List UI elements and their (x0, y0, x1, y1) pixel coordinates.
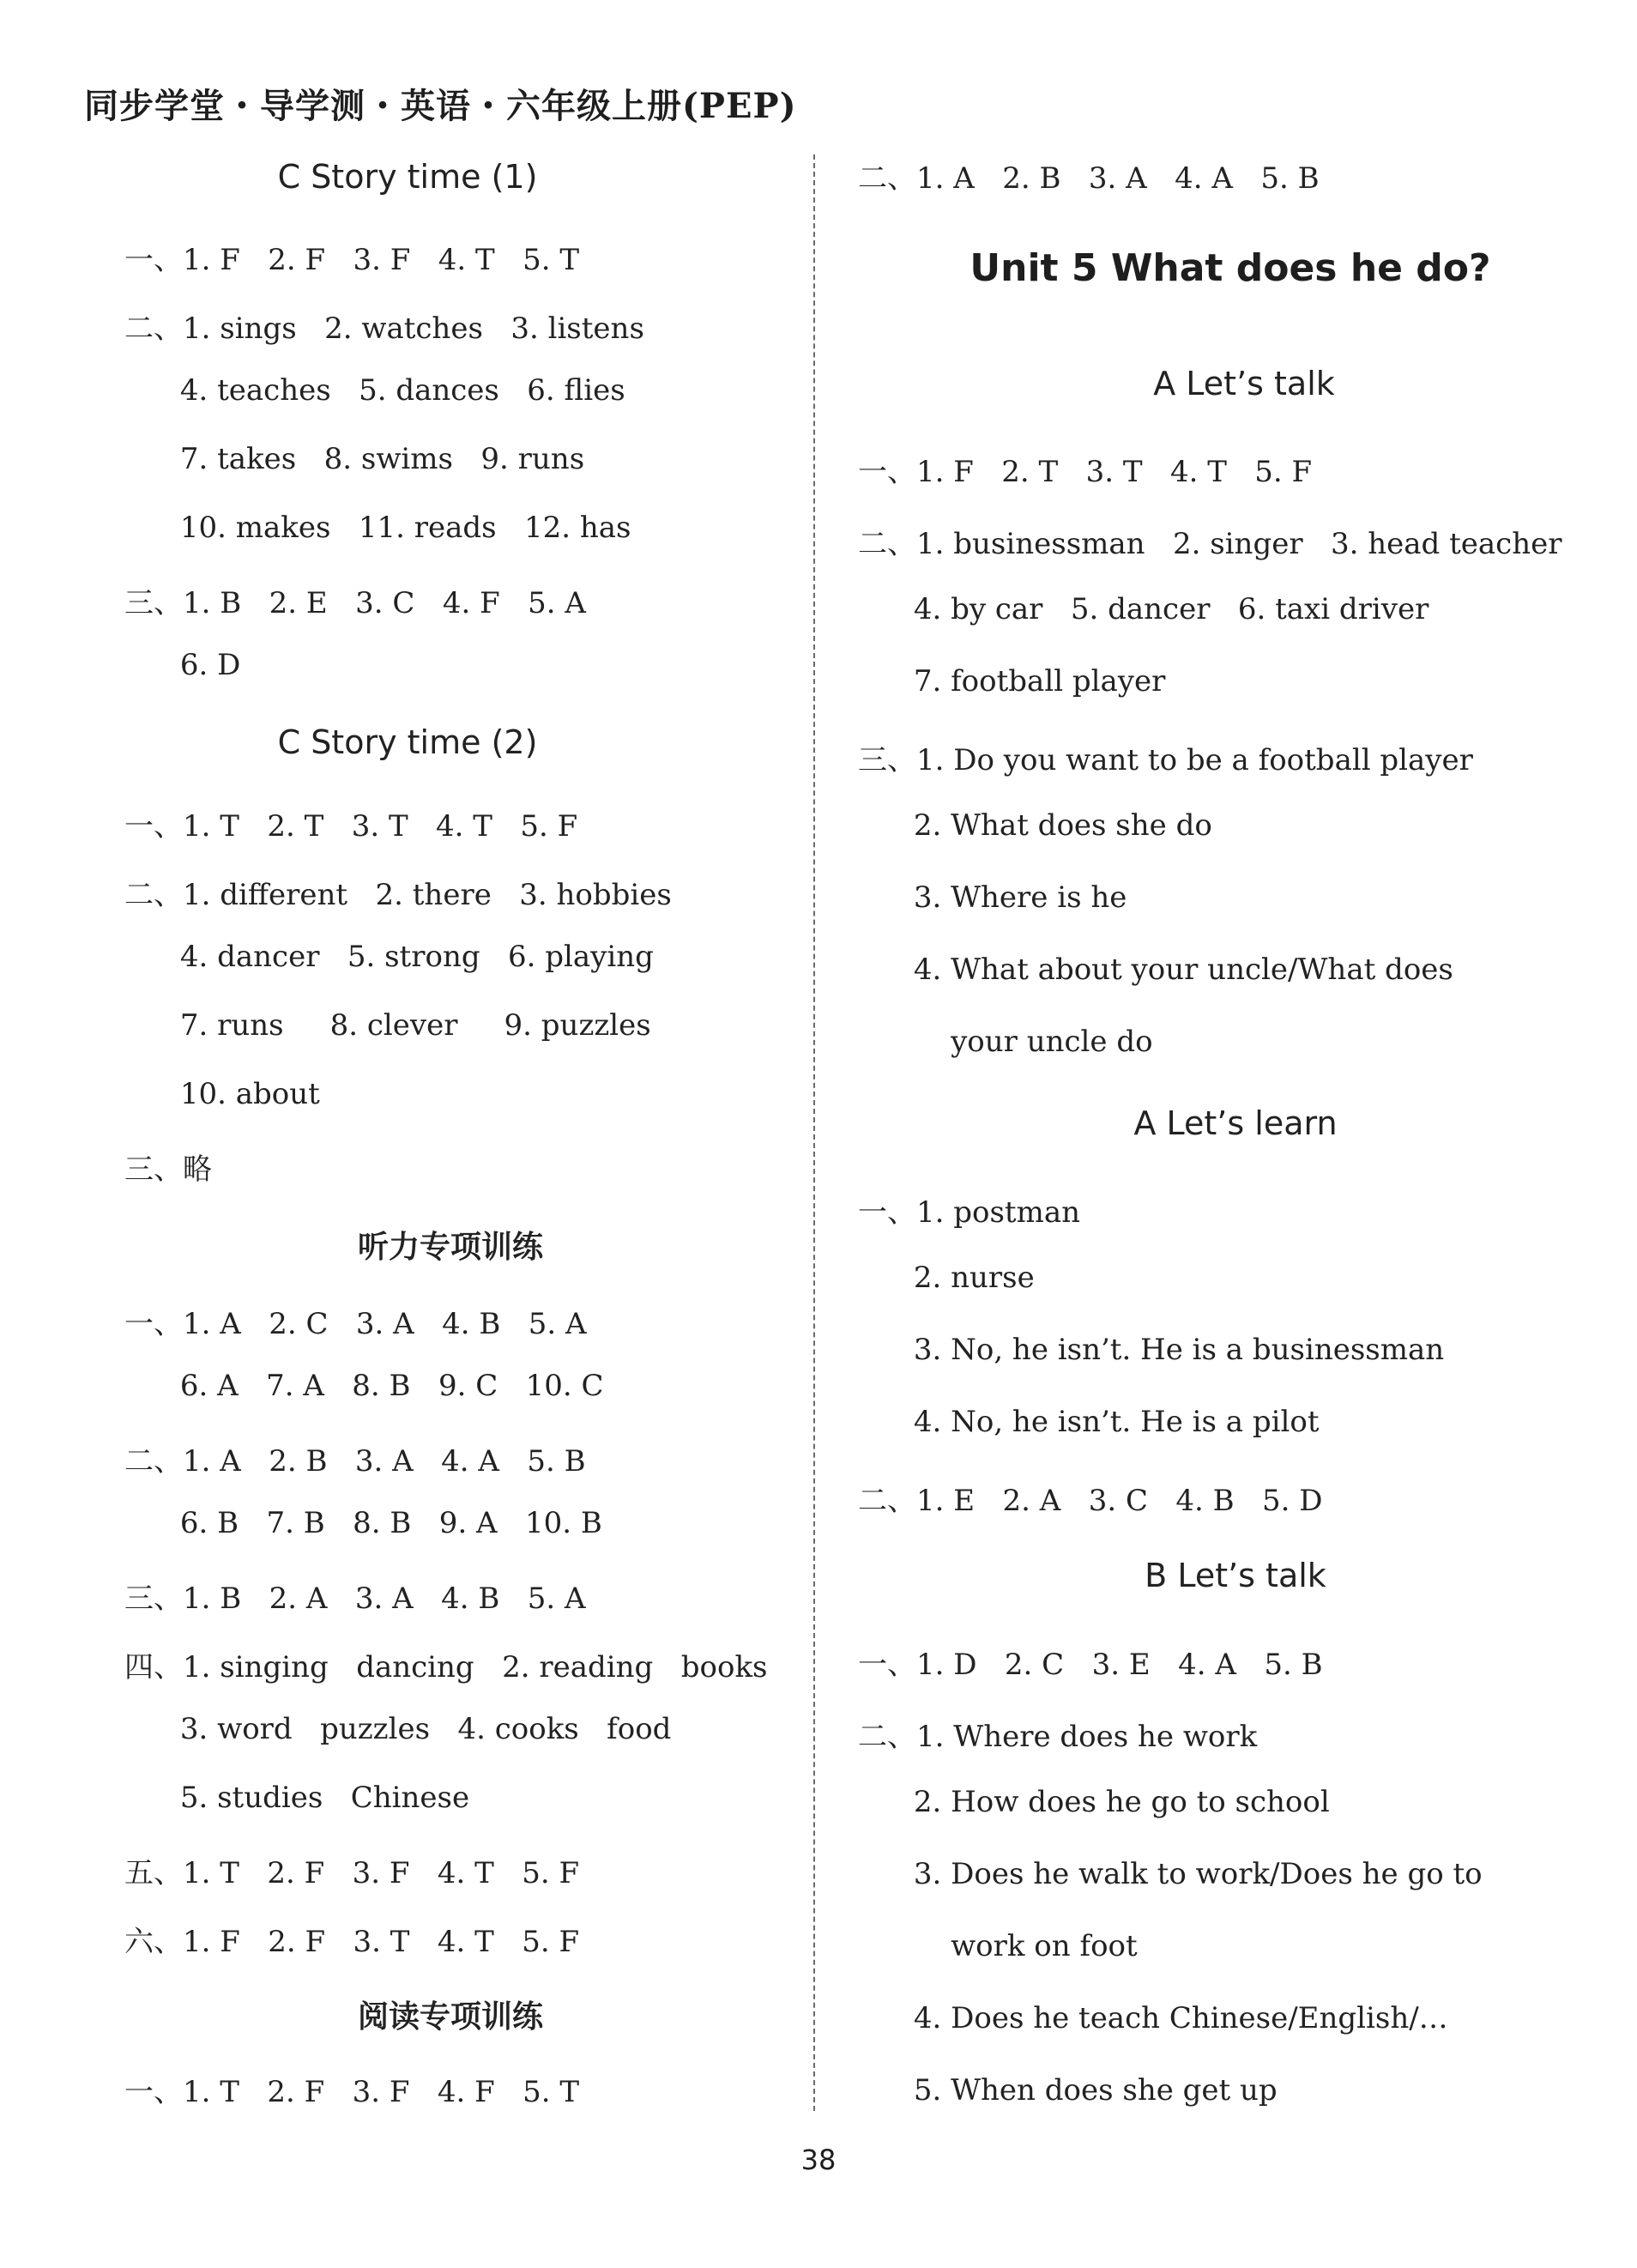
answer-line: 一、1. T 2. T 3. T 4. T 5. F (124, 809, 578, 844)
answer-line: 7. runs 8. clever 9. puzzles (124, 1008, 651, 1043)
answer-line: 4. dancer 5. strong 6. playing (124, 940, 654, 974)
page-header: 同步学堂・导学测・英语・六年级上册(PEP) (84, 86, 797, 126)
page-number: 38 (800, 2144, 837, 2176)
answer-line: 四、1. singing dancing 2. reading books (124, 1650, 768, 1684)
section-heading: B Let’s talk (1145, 1557, 1326, 1594)
answer-line: 4. Does he teach Chinese/English/… (858, 2001, 1448, 2035)
answer-line: 4. No, he isn’t. He is a pilot (858, 1405, 1320, 1439)
answer-line: 三、1. B 2. E 3. C 4. F 5. A (124, 586, 586, 620)
answer-line: 二、1. Where does he work (858, 1720, 1258, 1754)
section-heading: 阅读专项训练 (357, 1999, 543, 2035)
answer-line: 6. D (124, 648, 241, 682)
answer-line: 二、1. different 2. there 3. hobbies (124, 878, 672, 912)
answer-line: 一、1. postman (858, 1195, 1081, 1230)
answer-line: 4. by car 5. dancer 6. taxi driver (858, 592, 1429, 626)
answer-line: 3. Does he walk to work/Does he go to (858, 1857, 1483, 1891)
answer-line: 二、1. A 2. B 3. A 4. A 5. B (124, 1444, 586, 1479)
answer-line: 7. football player (858, 664, 1166, 699)
answer-line: 3. Where is he (858, 880, 1127, 915)
answer-line: work on foot (858, 1929, 1138, 1963)
answer-line: 一、1. T 2. F 3. F 4. F 5. T (124, 2075, 580, 2109)
answer-line: 五、1. T 2. F 3. F 4. T 5. F (124, 1856, 580, 1890)
section-heading: C Story time (1) (277, 158, 538, 196)
answer-line: 三、1. Do you want to be a football player (858, 743, 1473, 777)
answer-line: 一、1. F 2. F 3. F 4. T 5. T (124, 243, 580, 277)
answer-line: 一、1. A 2. C 3. A 4. B 5. A (124, 1307, 587, 1341)
column-divider (813, 154, 815, 2111)
answer-line: 6. A 7. A 8. B 9. C 10. C (124, 1369, 604, 1403)
answer-line: 二、1. businessman 2. singer 3. head teacher (858, 527, 1562, 561)
answer-line: your uncle do (858, 1025, 1153, 1059)
answer-line: 一、1. D 2. C 3. E 4. A 5. B (858, 1648, 1323, 1682)
answer-line: 7. takes 8. swims 9. runs (124, 442, 585, 476)
section-heading: A Let’s learn (1133, 1104, 1338, 1142)
answer-line: 6. B 7. B 8. B 9. A 10. B (124, 1506, 602, 1540)
answer-line: 三、略 (124, 1152, 212, 1187)
unit-title: Unit 5 What does he do? (970, 246, 1491, 290)
section-heading: 听力专项训练 (357, 1230, 543, 1265)
answer-line: 二、1. E 2. A 3. C 4. B 5. D (858, 1484, 1323, 1518)
answer-line: 六、1. F 2. F 3. T 4. T 5. F (124, 1925, 580, 1959)
answer-line: 3. word puzzles 4. cooks food (124, 1712, 672, 1746)
answer-line: 10. about (124, 1077, 320, 1111)
section-heading: C Story time (2) (277, 723, 538, 761)
answer-line: 一、1. F 2. T 3. T 4. T 5. F (858, 455, 1313, 489)
section-heading: A Let’s talk (1153, 365, 1335, 402)
answer-line: 4. teaches 5. dances 6. flies (124, 373, 625, 408)
answer-line: 4. What about your uncle/What does (858, 953, 1453, 987)
answer-line: 5. When does she get up (858, 2073, 1278, 2108)
answer-line: 二、1. A 2. B 3. A 4. A 5. B (858, 161, 1320, 196)
answer-line: 3. No, he isn’t. He is a businessman (858, 1333, 1445, 1367)
answer-line: 2. How does he go to school (858, 1785, 1330, 1819)
answer-line: 二、1. sings 2. watches 3. listens (124, 311, 644, 346)
answer-line: 10. makes 11. reads 12. has (124, 511, 631, 545)
answer-line: 三、1. B 2. A 3. A 4. B 5. A (124, 1582, 586, 1616)
answer-line: 2. What does she do (858, 808, 1212, 843)
answer-line: 2. nurse (858, 1261, 1035, 1295)
answer-line: 5. studies Chinese (124, 1781, 470, 1815)
